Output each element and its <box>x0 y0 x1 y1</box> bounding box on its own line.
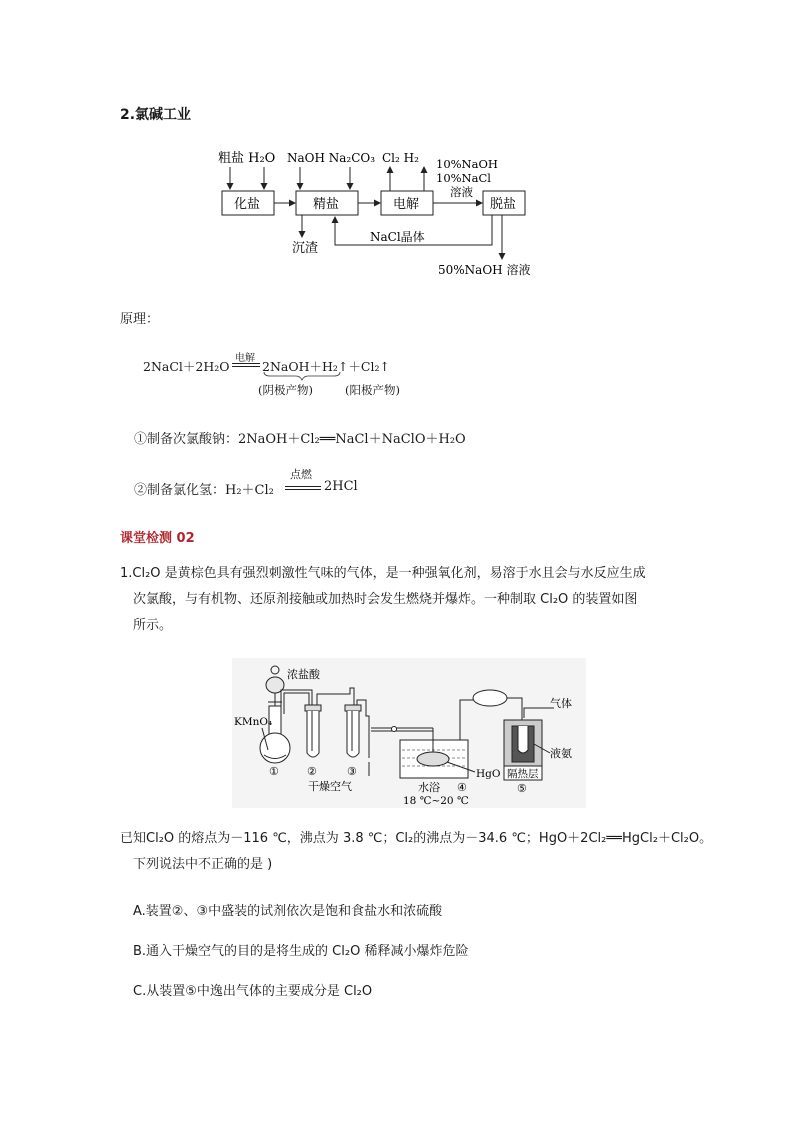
label-temp: 18 ℃~20 ℃ <box>403 795 469 807</box>
box-electrolysis: 电解 <box>393 197 420 212</box>
apparatus-figure <box>232 658 586 808</box>
residue-label: 沉渣 <box>292 241 319 256</box>
box-dissolve: 化盐 <box>234 197 261 212</box>
side-label-2: 10%NaCl <box>436 171 491 185</box>
chlor-alkali-flowchart <box>210 145 550 280</box>
known-line-1: 已知Cl₂O 的熔点为－116 ℃，沸点为 3.8 ℃；Cl₂的沸点为－34.6 ℃；HgO＋2Cl₂══HgCl₂＋Cl₂O。 <box>120 831 713 846</box>
label-water-bath: 水浴 <box>418 781 440 794</box>
label-gas: 气体 <box>550 697 572 710</box>
principle-condition: 电解 <box>235 353 255 364</box>
label-kmno4: KMnO₄ <box>234 716 273 728</box>
option-c: C.从装置⑤中逸出气体的主要成分是 Cl₂O <box>133 984 373 999</box>
electrolysis-outputs: Cl₂ H₂ <box>382 151 419 165</box>
question-line-3: 所示。 <box>133 618 173 633</box>
cathode-product: (阴极产物) <box>258 383 313 397</box>
option-a: A.装置②、③中盛装的试剂依次是饱和食盐水和浓硫酸 <box>133 904 443 919</box>
item-hcl-condition: 点燃 <box>290 468 312 481</box>
item-hypochlorite: ①制备次氯酸钠：2NaOH＋Cl₂══NaCl＋NaClO＋H₂O <box>134 432 466 447</box>
known-line-2: 下列说法中不正确的是 ) <box>133 857 273 872</box>
equals-sign-2 <box>285 486 321 490</box>
equals-sign <box>232 363 260 367</box>
input-labels-2: NaOH Na₂CO₃ <box>287 151 376 165</box>
anode-product: (阳极产物) <box>345 383 400 397</box>
box-refine: 精盐 <box>313 197 340 212</box>
question-line-2: 次氯酸，与有机物、还原剂接触或加热时会发生燃烧并爆炸。一种制取 Cl₂O 的装置如图 <box>133 592 638 607</box>
box-desalt: 脱盐 <box>490 197 517 212</box>
recycle-label: NaCl晶体 <box>370 230 425 244</box>
label-insulation: 隔热层 <box>507 768 539 780</box>
label-n2: ② <box>307 765 317 778</box>
label-n3: ③ <box>347 765 357 778</box>
principle-label: 原理： <box>120 312 160 327</box>
section-title: 2.氯碱工业 <box>120 107 192 123</box>
cathode-brace <box>262 371 342 381</box>
product-label: 50%NaOH 溶液 <box>438 263 531 277</box>
item-hcl-right: 2HCl <box>324 479 358 494</box>
label-hgo: HgO <box>476 768 501 780</box>
item-hcl-left: ②制备氯化氢：H₂＋Cl₂ <box>134 483 274 498</box>
option-b: B.通入干燥空气的目的是将生成的 Cl₂O 稀释减小爆炸危险 <box>133 944 469 959</box>
question-line-1: 1.Cl₂O 是黄棕色具有强烈刺激性气味的气体，是一种强氧化剂，易溶于水且会与水反应生成 <box>120 566 646 581</box>
principle-eq-right: 2NaOH＋H₂↑＋Cl₂↑ <box>262 359 390 374</box>
input-labels-1: 粗盐 H₂O <box>218 151 276 166</box>
label-n4: ④ <box>457 781 467 794</box>
principle-eq-left: 2NaCl＋2H₂O <box>143 359 230 374</box>
label-dry-air: 干燥空气 <box>308 780 352 793</box>
label-liquid-ammonia: 液氨 <box>550 747 572 760</box>
label-n5: ⑤ <box>517 782 527 795</box>
label-n1: ① <box>269 765 279 778</box>
label-conc-hcl: 浓盐酸 <box>287 668 320 681</box>
side-label-1: 10%NaOH <box>436 157 498 171</box>
check-title: 课堂检测 02 <box>120 531 195 546</box>
side-label-3: 溶液 <box>450 185 473 199</box>
